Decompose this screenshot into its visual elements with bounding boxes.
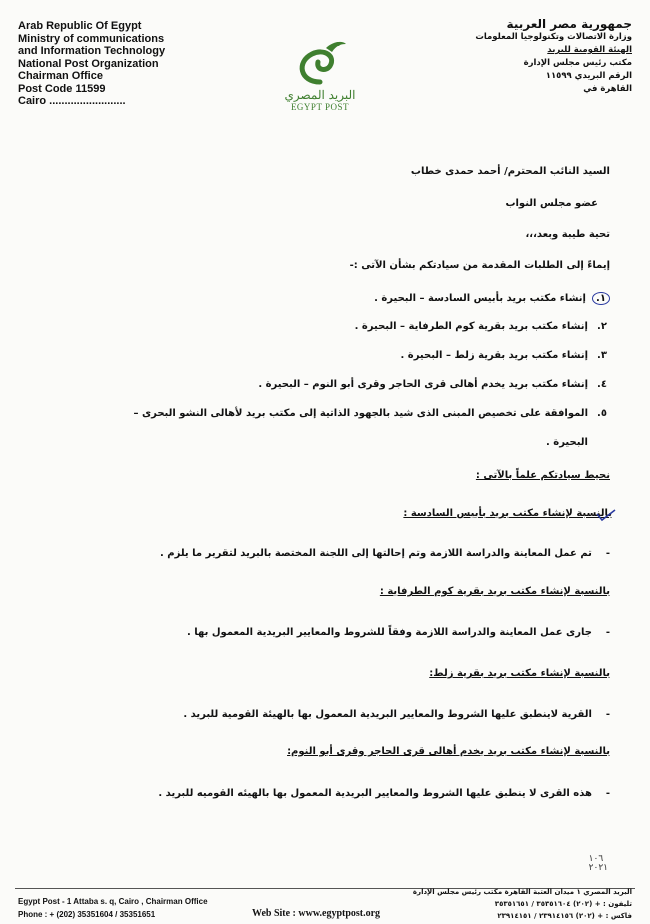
office-name: Chairman Office [18,70,103,82]
list-item [355,321,610,332]
section-body [160,548,610,559]
footer-fax-ar: فاكس : + (٢٠٢) ٢٣٩١٤١٥٦ / ٢٣٩١٤١٥١ [497,912,632,920]
greeting: تحية طيبة وبعد،،، [525,229,610,240]
item-number: ٤. [597,379,607,390]
english-letterhead [18,20,165,108]
country-name-ar: جمهورية مصر العربية [506,17,632,31]
logo-english-text: EGYPT POST [290,102,350,112]
organization-name-ar: الهيئة القومية للبريد [547,45,632,55]
country-name: Arab Republic Of Egypt [18,20,142,32]
egypt-post-logo [278,38,362,112]
item-number: ٣. [597,350,607,361]
item-number: ٢. [597,321,607,332]
arabic-letterhead [475,18,632,96]
recipient: السيد النائب المحترم/ أحمد حمدى خطاب [410,166,610,177]
section-body [183,709,610,720]
handwritten-note [589,855,608,873]
list-item [258,379,610,390]
section-heading: بالنسبة لإنشاء مكتب بريد بأبيس السادسة : [403,508,612,519]
dash-bullet: - [591,548,610,559]
item-text: إنشاء مكتب بريد بقرية زلط – البحيرة . [400,350,588,361]
section-heading: بالنسبة لإنشاء مكتب بريد يخدم أهالى قرى الحاجر وقرى أبو النوم: [287,746,610,757]
post-code: Post Code 11599 [18,82,106,95]
handwritten-number: ١٠٦ [588,854,604,864]
footer-arabic [413,886,632,922]
list-item [374,292,610,305]
intro-line: إيماءً إلى الطلبات المقدمة من سيادتكم بشأن الآتى :- [349,260,610,271]
item-text: إنشاء مكتب بريد يخدم أهالى قرى الحاجر وقرى أبو النوم – البحيرة . [258,379,588,390]
ministry-name-ar: وزارة الاتصالات وتكنولوجيا المعلومات [475,32,632,42]
footer-address: Egypt Post - 1 Attaba s. q, Cairo , Chairman Office [18,897,208,906]
bird-swirl-icon [290,38,350,86]
item-number: ٥. [597,408,607,419]
footer-phone-ar: تليفون : + (٢٠٢) ٣٥٣٥١٦٠٤ / ٣٥٣٥١٦٥١ [494,900,632,908]
section-text: هذه القرى لا ينطبق عليها الشروط والمعايير البريدية المعمول بها بالهيئه القوميه للبريد . [158,788,592,799]
city-date: Cairo ......................... [18,95,126,107]
recipient-title: عضو مجلس النواب [505,198,598,209]
list-item [401,350,610,361]
section-heading: بالنسبة لإنشاء مكتب بريد بقرية كوم الطرفاية : [379,586,610,597]
item-text: الموافقة على تخصيص المبنى الذى شيد بالجهود الذاتية إلى مكتب بريد لأهالى النشو البحرى – [133,408,588,419]
list-item [133,408,610,419]
section-heading: بالنسبة لإنشاء مكتب بريد بقرية زلط: [429,668,610,679]
office-name-ar: مكتب رئيس مجلس الإدارة [523,58,632,68]
list-item-continuation: البحيرة . [546,437,588,448]
dash-bullet: - [591,627,610,638]
footer-website[interactable]: Web Site : www.egyptpost.org [252,908,381,919]
section-text: القرية لاينطبق عليها الشروط والمعايير البريدية المعمول بها بالهيئة القومية للبريد . [183,709,592,720]
section-body [158,788,610,799]
handwritten-year: ٢٠٢١ [588,863,608,873]
footer-phone: Phone : + (202) 35351604 / 35351651 [18,910,156,919]
item-text: إنشاء مكتب بريد بقرية كوم الطرفاية – البحيرة . [354,321,588,332]
logo-arabic-text: البريد المصري [284,88,356,102]
item-number: ١. [592,292,610,305]
dash-bullet: - [591,788,610,799]
dash-bullet: - [591,709,610,720]
ministry-name: Ministry of communications [18,32,165,45]
footer-english [18,895,208,921]
organization-name: National Post Organization [18,57,159,70]
section-text: جارى عمل المعاينة والدراسة اللازمة وفقاً للشروط والمعايير البريدية المعمول بها . [187,627,592,638]
notice-heading: نحيط سيادتكم علماً بالآتى : [475,470,610,481]
section-text: تم عمل المعاينة والدراسة اللازمة وتم إحالتها إلى اللجنة المختصة بالبريد لتقرير ما يلزم . [160,548,592,559]
checkmark-icon [595,508,617,522]
post-code-ar: الرقم البريدي ١١٥٩٩ [545,71,632,81]
section-body [187,627,610,638]
item-text: إنشاء مكتب بريد بأبيس السادسة – البحيرة . [374,293,586,304]
ministry-name-cont: and Information Technology [18,45,166,57]
city-date-ar: القاهرة في [583,84,632,94]
footer-address-ar: البريد المصري ١ ميدان العتبة القاهرة مكتب رئيس مجلس الإدارة [412,888,632,896]
